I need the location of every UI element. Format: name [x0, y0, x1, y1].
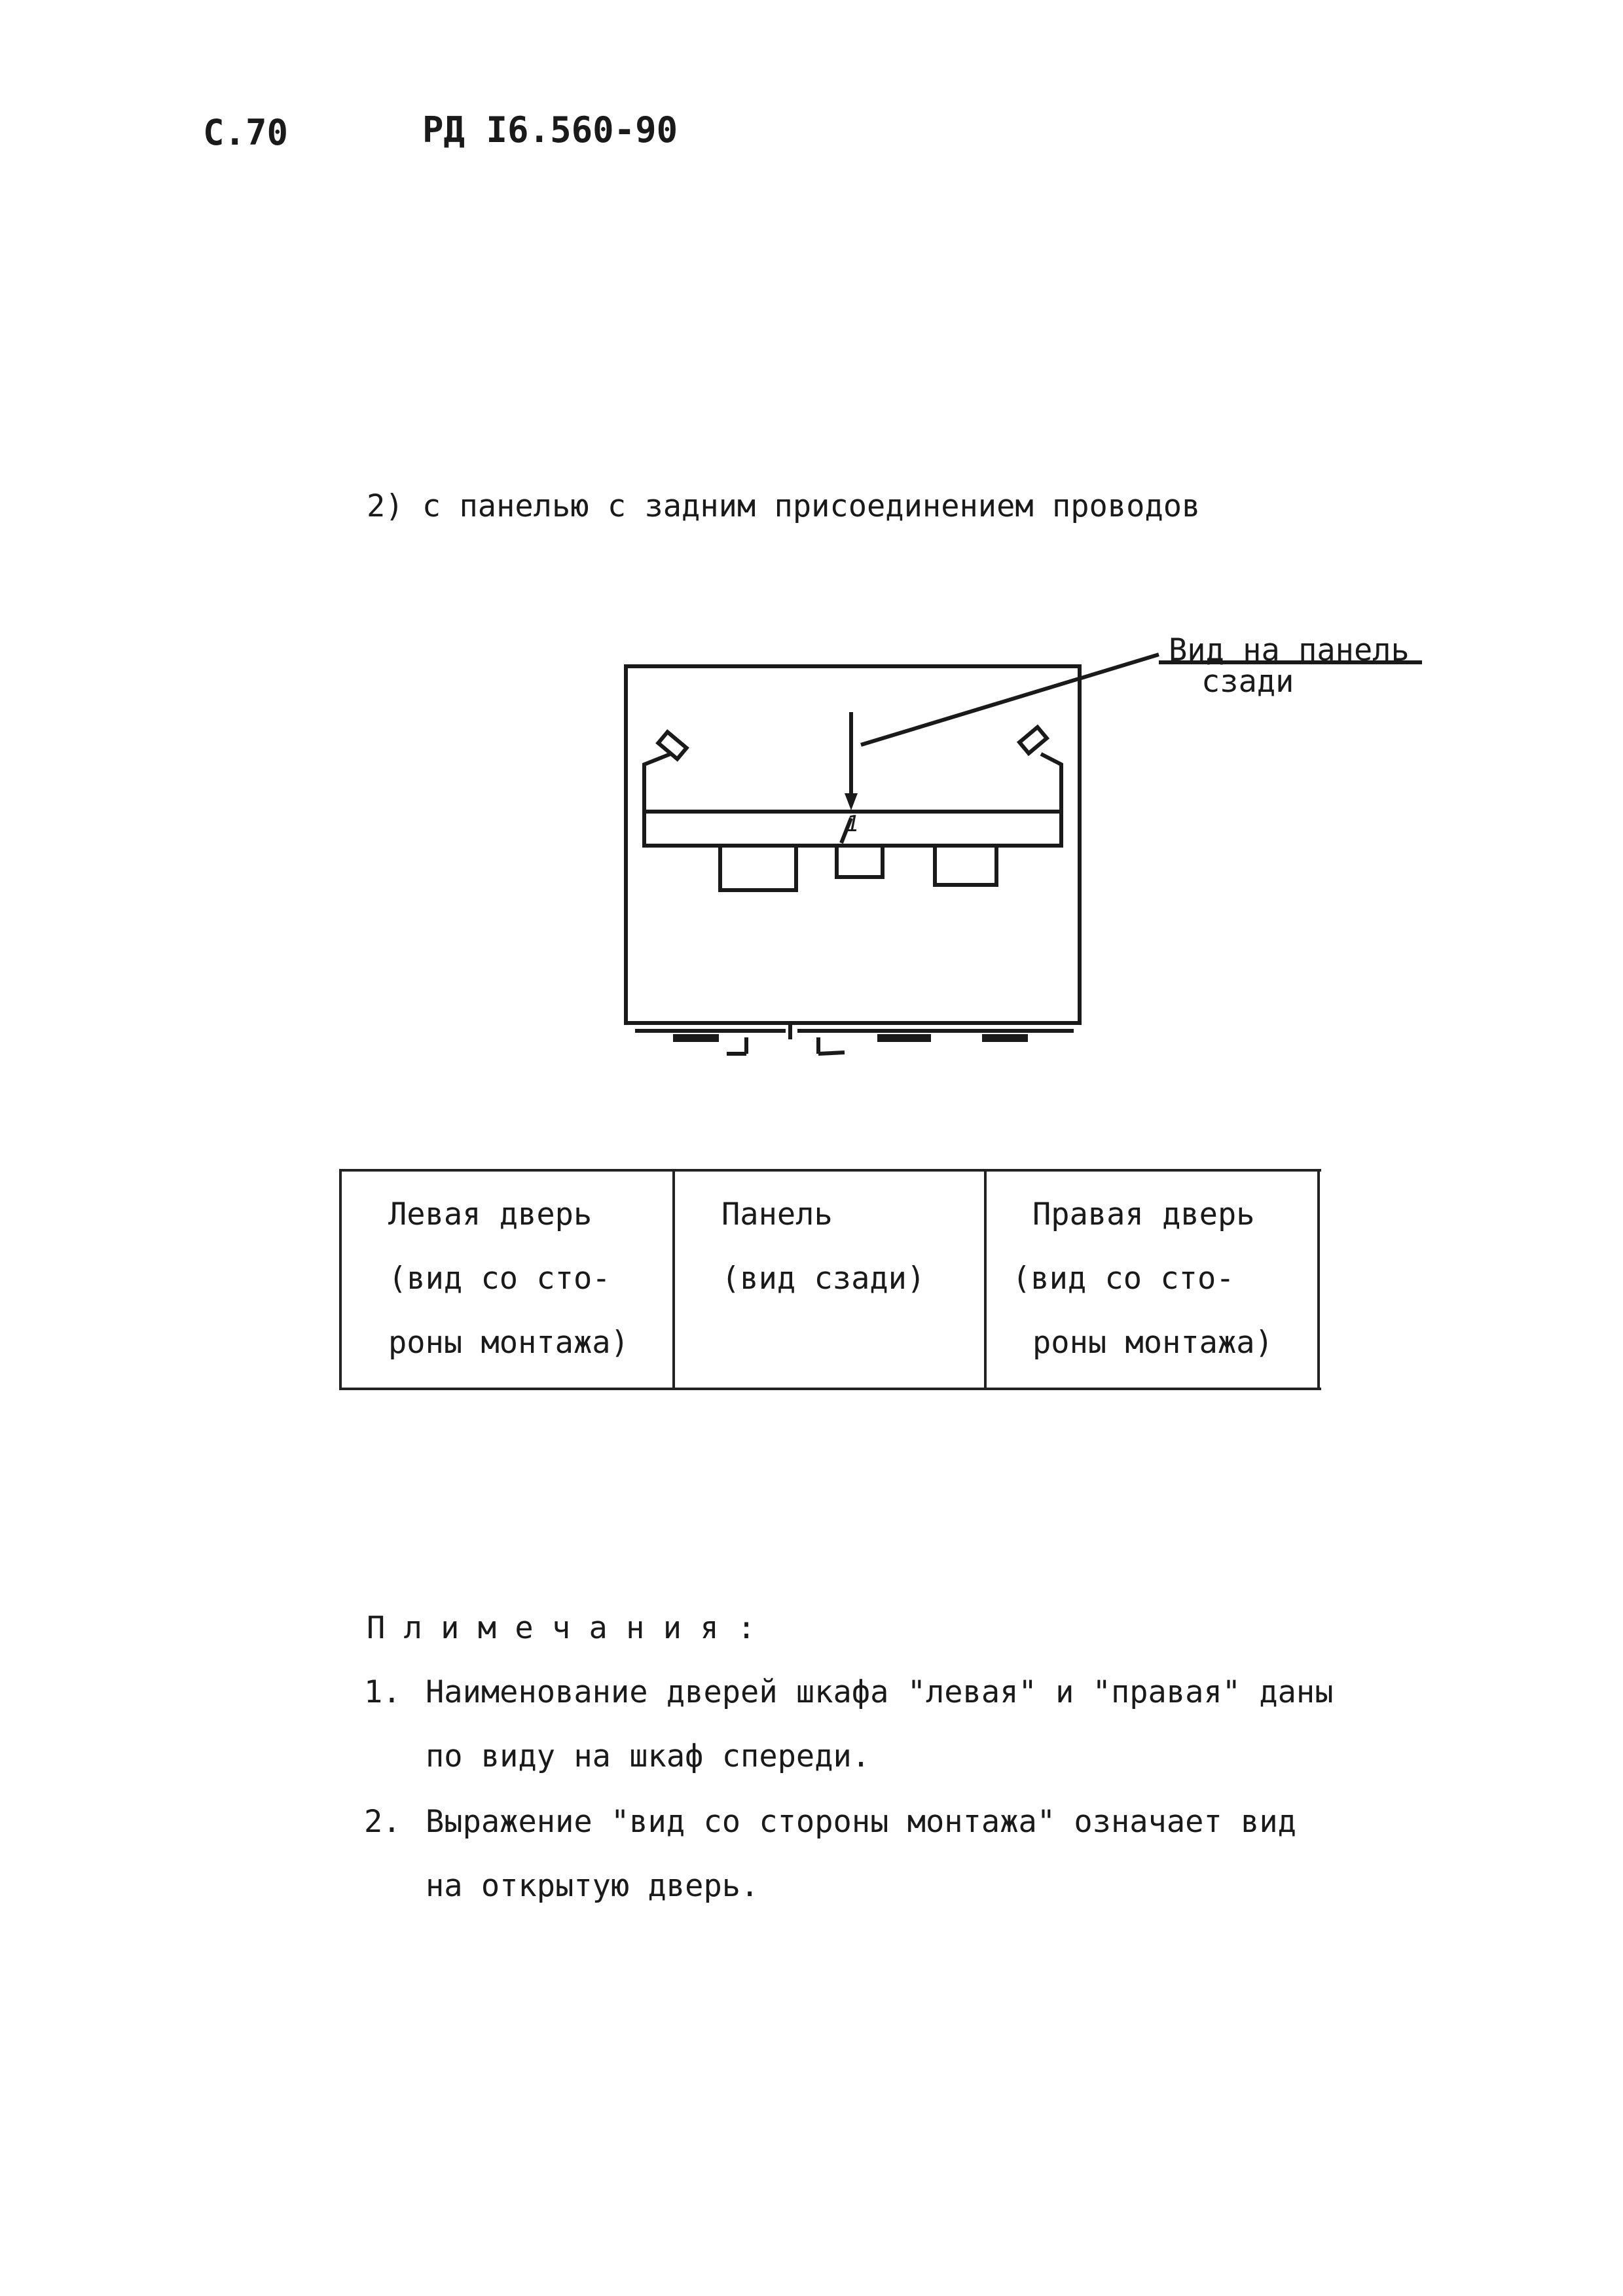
table-bottom-line: [339, 1388, 1321, 1390]
table-cell-left-door-line3: роны монтажа): [388, 1325, 629, 1361]
table-cell-right-door-line1: Правая дверь: [1032, 1196, 1255, 1232]
table-top-line: [339, 1169, 1321, 1172]
table-cell-panel-line2: (вид сзади): [721, 1261, 926, 1297]
door-component-1: [673, 1034, 719, 1042]
cabinet-diagram: [589, 602, 1440, 1089]
right-hinge-block: [1019, 727, 1047, 753]
right-door-bracket: [1041, 754, 1061, 812]
note-1-number: 1.: [364, 1674, 401, 1710]
table-cell-right-door-line3: роны монтажа): [1032, 1325, 1273, 1361]
table-cell-right-door-line2: (вид со сто-: [1012, 1261, 1235, 1297]
table-divider-1: [672, 1169, 675, 1390]
table-divider-2: [984, 1169, 987, 1390]
note-1-line1: Наименование дверей шкафа "левая" и "правая" даны: [426, 1674, 1334, 1710]
note-1-line2: по виду на шкаф спереди.: [426, 1738, 871, 1774]
door-component-2: [877, 1034, 931, 1042]
left-door-bracket: [644, 754, 670, 812]
table-right-border: [1317, 1169, 1320, 1390]
table-cell-left-door-line2: (вид со сто-: [388, 1261, 611, 1297]
note-2-number: 2.: [364, 1804, 401, 1840]
note-2-line2: на открытую дверь.: [426, 1868, 759, 1904]
view-arrow-head: [845, 793, 858, 810]
cabinet-diagram-svg: [589, 602, 1440, 1086]
note-2-line1: Выражение "вид со стороны монтажа" означает вид: [426, 1804, 1296, 1840]
panel-marker: 1: [846, 811, 860, 837]
table-cell-panel-line1: Панель: [721, 1196, 833, 1232]
callout-line-1: Вид на панель: [1169, 632, 1410, 668]
component-right: [935, 846, 996, 885]
component-left: [720, 846, 796, 890]
page-number: С.70: [203, 112, 289, 153]
document-code: РД I6.560-90: [422, 109, 678, 151]
table-cell-left-door-line1: Левая дверь: [388, 1196, 593, 1232]
left-hinge-block: [658, 732, 686, 759]
table-left-border: [339, 1169, 342, 1390]
section-title: 2) с панелью с задним присоединением проводов: [367, 488, 1201, 524]
notes-title: П л и м е ч а н и я :: [367, 1610, 756, 1646]
component-middle: [837, 846, 883, 877]
door-component-3: [982, 1034, 1028, 1042]
callout-line-2: сзади: [1201, 664, 1294, 700]
right-door-hook: [818, 1052, 845, 1054]
